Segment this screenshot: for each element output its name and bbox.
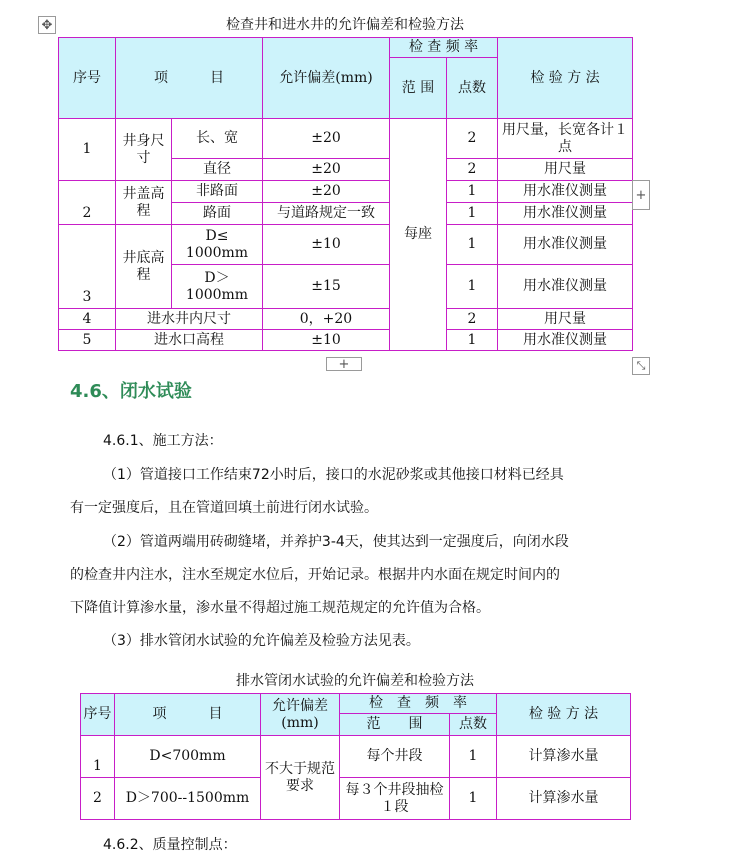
t2-range: 每个井段 bbox=[340, 736, 450, 778]
table1-caption: 检查井和进水井的允许偏差和检验方法 bbox=[226, 17, 464, 33]
paragraph: 4.6.2、质量控制点： bbox=[103, 837, 237, 853]
t2-header-method: 检 验 方 法 bbox=[497, 694, 631, 736]
t1-tolerance: 0，+20 bbox=[263, 309, 390, 330]
t2-header-points: 点数 bbox=[450, 714, 497, 736]
t1-tolerance: ±20 bbox=[263, 181, 390, 203]
t1-group-1: 井身尺寸 bbox=[116, 119, 172, 181]
t1-tolerance: ±10 bbox=[263, 330, 390, 351]
t1-tolerance: ±20 bbox=[263, 119, 390, 159]
t1-seq-5: 5 bbox=[59, 330, 116, 351]
t2-seq: 1 bbox=[81, 736, 115, 778]
t1-header-frequency: 检 查 频 率 bbox=[390, 38, 498, 58]
t1-points: 1 bbox=[447, 330, 498, 351]
t1-sub: 路面 bbox=[172, 203, 263, 225]
t1-tolerance: ±10 bbox=[263, 225, 390, 265]
t1-points: 1 bbox=[447, 203, 498, 225]
t2-header-seq: 序号 bbox=[81, 694, 115, 736]
paragraph: （1）管道接口工作结束72小时后，接口的水泥砂浆或其他接口材料已经具 bbox=[103, 467, 564, 483]
t1-sub: D≤ 1000mm bbox=[172, 225, 263, 265]
t1-header-method: 检 验 方 法 bbox=[498, 38, 633, 119]
t1-points: 2 bbox=[447, 119, 498, 159]
t1-points: 1 bbox=[447, 265, 498, 309]
section-title: 4.6、闭水试验 bbox=[70, 381, 192, 402]
t1-sub: D＞ 1000mm bbox=[172, 265, 263, 309]
t2-points: 1 bbox=[450, 736, 497, 778]
table-move-handle-icon[interactable]: ✥ bbox=[38, 16, 56, 34]
t2-item: D＞700--1500mm bbox=[115, 778, 261, 820]
t1-header-points: 点数 bbox=[447, 58, 498, 119]
t2-points: 1 bbox=[450, 778, 497, 820]
t1-header-tolerance: 允许偏差(mm) bbox=[263, 38, 390, 119]
t1-group-5: 进水口高程 bbox=[116, 330, 263, 351]
add-column-plus-icon[interactable]: + bbox=[632, 180, 650, 210]
t2-method: 计算渗水量 bbox=[497, 778, 631, 820]
t1-points: 2 bbox=[447, 309, 498, 330]
t1-seq-3: 3 bbox=[59, 225, 116, 309]
t2-method: 计算渗水量 bbox=[497, 736, 631, 778]
paragraph: 有一定强度后，且在管道回填土前进行闭水试验。 bbox=[70, 500, 378, 516]
t1-header-item: 项 目 bbox=[116, 38, 263, 119]
t2-header-item: 项 目 bbox=[115, 694, 261, 736]
t2-tolerance: 不大于规范要求 bbox=[261, 736, 340, 820]
t1-seq-4: 4 bbox=[59, 309, 116, 330]
t1-group-4: 进水井内尺寸 bbox=[116, 309, 263, 330]
table1 bbox=[58, 37, 633, 351]
paragraph: 下降值计算渗水量，渗水量不得超过施工规范规定的允许值为合格。 bbox=[70, 600, 490, 616]
table-resize-icon[interactable]: ⤡ bbox=[632, 357, 650, 375]
t1-sub: 非路面 bbox=[172, 181, 263, 203]
t1-sub: 长、宽 bbox=[172, 119, 263, 159]
t1-method: 用水准仪测量 bbox=[498, 265, 633, 309]
t1-method: 用尺量 bbox=[498, 309, 633, 330]
t1-range: 每座 bbox=[390, 119, 447, 351]
t1-method: 用水准仪测量 bbox=[498, 225, 633, 265]
t1-method: 用水准仪测量 bbox=[498, 203, 633, 225]
paragraph: 4.6.1、施工方法： bbox=[103, 433, 223, 449]
t1-points: 2 bbox=[447, 159, 498, 181]
t1-method: 用水准仪测量 bbox=[498, 330, 633, 351]
t2-seq: 2 bbox=[81, 778, 115, 820]
paragraph: （3）排水管闭水试验的允许偏差及检验方法见表。 bbox=[103, 633, 420, 649]
t1-header-seq: 序号 bbox=[59, 38, 116, 119]
t1-seq-1: 1 bbox=[59, 119, 116, 181]
t1-method: 用尺量，长宽各计１点 bbox=[498, 119, 633, 159]
table2 bbox=[80, 693, 631, 820]
t1-sub: 直径 bbox=[172, 159, 263, 181]
t2-range: 每３个井段抽检１段 bbox=[340, 778, 450, 820]
t1-method: 用尺量 bbox=[498, 159, 633, 181]
t1-points: 1 bbox=[447, 181, 498, 203]
t2-header-range: 范 围 bbox=[340, 714, 450, 736]
paragraph: 的检查井内注水，注水至规定水位后，开始记录。根据井内水面在规定时间内的 bbox=[70, 567, 560, 583]
t2-item: D<700mm bbox=[115, 736, 261, 778]
t1-tolerance: ±15 bbox=[263, 265, 390, 309]
t2-header-frequency: 检 查 频 率 bbox=[340, 694, 497, 714]
t1-method: 用水准仪测量 bbox=[498, 181, 633, 203]
add-row-plus-icon[interactable]: + bbox=[326, 357, 362, 371]
paragraph: （2）管道两端用砖砌缝堵，并养护3-4天，使其达到一定强度后，向闭水段 bbox=[103, 534, 569, 550]
t1-seq-2: 2 bbox=[59, 181, 116, 225]
t2-header-tolerance: 允许偏差(mm) bbox=[261, 694, 340, 736]
t1-group-2: 井盖高程 bbox=[116, 181, 172, 225]
t1-points: 1 bbox=[447, 225, 498, 265]
t1-tolerance: 与道路规定一致 bbox=[263, 203, 390, 225]
t1-header-range: 范 围 bbox=[390, 58, 447, 119]
t1-tolerance: ±20 bbox=[263, 159, 390, 181]
table2-caption: 排水管闭水试验的允许偏差和检验方法 bbox=[236, 673, 474, 689]
t1-group-3: 井底高程 bbox=[116, 225, 172, 309]
